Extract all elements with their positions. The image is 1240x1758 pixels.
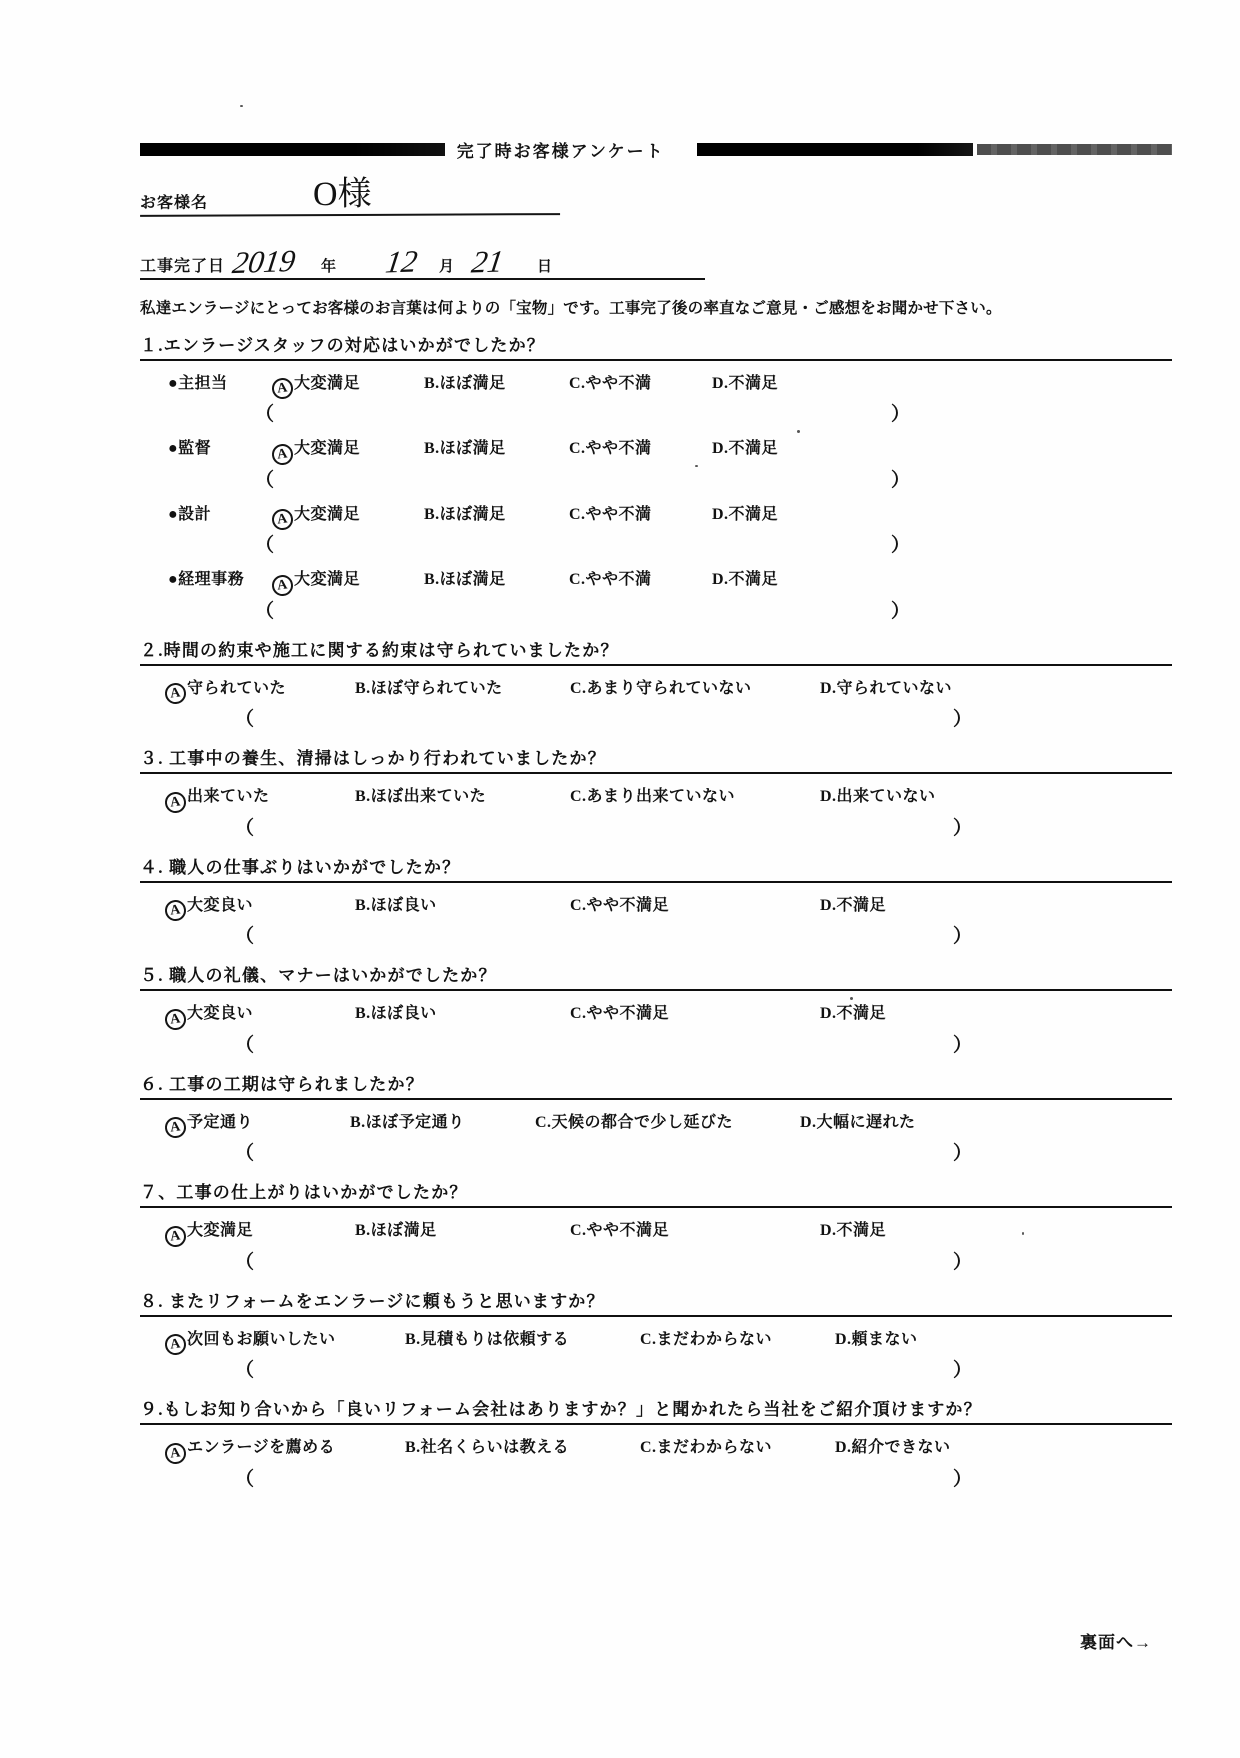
option-b: B.社名くらいは教える <box>405 1439 570 1457</box>
question-7 <box>140 1178 1172 1274</box>
date-day-unit: 日 <box>537 258 553 275</box>
option-a-text: 大変満足 <box>294 374 361 392</box>
question-3 <box>140 744 1172 840</box>
paren-close: ） <box>952 1034 972 1056</box>
option-c: C.やや不満足 <box>570 896 670 914</box>
form-title: 完了時お客様アンケート <box>456 141 665 161</box>
row-label: ●主担当 <box>168 374 228 392</box>
option-a-selected <box>272 435 424 465</box>
paren-open: （ <box>235 1468 255 1490</box>
paren-close: ） <box>952 817 972 839</box>
circled-answer-mark: A <box>164 791 187 814</box>
date-month-handwritten: 12 <box>383 243 420 280</box>
paren-open: （ <box>235 709 255 731</box>
question-1-title: １.エンラージスタッフの対応はいかがでしたか？ <box>140 331 1172 361</box>
comment-blank <box>140 530 1172 557</box>
option-c: C.やや不満 <box>569 440 652 458</box>
comment-blank <box>140 704 1172 731</box>
scan-speck <box>695 465 698 467</box>
redaction-bar-left <box>140 143 445 156</box>
paren-open: （ <box>235 1360 255 1382</box>
option-a-selected <box>165 1217 355 1247</box>
question-1-row-accounting <box>168 566 1172 596</box>
option-d: D.頼まない <box>835 1330 918 1348</box>
question-7-options <box>165 1217 1172 1247</box>
question-9-options <box>165 1434 1172 1464</box>
question-7-title: ７、工事の仕上がりはいかがでしたか？ <box>140 1178 1172 1208</box>
date-day-handwritten: 21 <box>469 243 506 280</box>
customer-name-handwritten: O様 <box>312 175 372 214</box>
circled-answer-mark: A <box>164 1333 187 1356</box>
option-c: C.やや不満 <box>569 374 652 392</box>
paren-close: ） <box>952 926 972 948</box>
question-8-options <box>165 1326 1172 1356</box>
comment-blank <box>140 1355 1172 1382</box>
option-a-selected <box>272 501 424 531</box>
circled-answer-mark: A <box>164 682 187 705</box>
comment-blank <box>140 1138 1172 1165</box>
option-b: B.ほぼ出来ていた <box>355 788 487 806</box>
question-5-options <box>165 1000 1172 1030</box>
option-a-text: 大変満足 <box>294 440 361 458</box>
question-1 <box>140 331 1172 623</box>
question-5-title: ５. 職人の礼儀、マナーはいかがでしたか？ <box>140 961 1172 991</box>
option-d: D.守られていない <box>820 679 953 697</box>
paren-close: ） <box>952 1468 972 1490</box>
row-label: ●設計 <box>168 505 212 523</box>
scan-speck <box>797 430 800 433</box>
question-6 <box>140 1070 1172 1166</box>
option-a-text: 出来ていた <box>187 788 270 806</box>
completion-date-field <box>140 242 705 281</box>
comment-blank <box>140 399 1172 426</box>
paren-open: （ <box>235 1143 255 1165</box>
option-d: D.不満足 <box>712 374 779 392</box>
option-a-text: 大変満足 <box>294 571 361 589</box>
paren-close: ） <box>890 600 910 622</box>
option-d: D.不満足 <box>820 896 887 914</box>
comment-blank <box>140 813 1172 840</box>
option-b: B.見積もりは依頼する <box>405 1330 570 1348</box>
option-b: B.ほぼ満足 <box>424 571 506 589</box>
question-1-row-design <box>168 501 1172 531</box>
question-3-title: ３. 工事中の養生、清掃はしっかり行われていましたか？ <box>140 744 1172 774</box>
option-a-text: 予定通り <box>187 1113 254 1131</box>
completion-date-label: 工事完了日 <box>140 257 226 275</box>
paren-close: ） <box>952 1360 972 1382</box>
paren-open: （ <box>255 600 275 622</box>
option-b: B.ほぼ満足 <box>424 440 506 458</box>
paren-close: ） <box>890 404 910 426</box>
option-d: D.不満足 <box>820 1005 887 1023</box>
intro-text: 私達エンラージにとってお客様のお言葉は何よりの「宝物」です。工事完了後の率直なご意見・ご感想をお聞かせ下さい。 <box>140 299 1002 317</box>
circled-answer-mark: A <box>271 574 294 597</box>
option-a-text: 大変良い <box>187 1005 254 1023</box>
option-c: C.あまり出来ていない <box>570 788 736 806</box>
question-2-title: ２.時間の約束や施工に関する約束は守られていましたか？ <box>140 636 1172 666</box>
question-8-title: ８. またリフォームをエンラージに頼もうと思いますか？ <box>140 1287 1172 1317</box>
paren-open: （ <box>235 926 255 948</box>
option-a-selected <box>272 370 424 400</box>
option-a-text: エンラージを薦める <box>187 1439 336 1457</box>
scan-speck <box>850 997 853 1000</box>
paren-close: ） <box>890 535 910 557</box>
option-a-selected <box>165 675 355 705</box>
option-d: D.紹介できない <box>835 1439 951 1457</box>
option-d: D.不満足 <box>712 571 779 589</box>
option-c: C.あまり守られていない <box>570 679 752 697</box>
option-b: B.ほぼ予定通り <box>350 1113 465 1131</box>
paren-close: ） <box>952 1251 972 1273</box>
option-a-text: 大変良い <box>187 896 254 914</box>
option-a-selected <box>165 1109 350 1139</box>
question-6-title: ６. 工事の工期は守られましたか？ <box>140 1070 1172 1100</box>
customer-name-field <box>140 177 560 217</box>
option-c: C.まだわからない <box>640 1439 773 1457</box>
option-a-selected <box>165 1000 355 1030</box>
option-c: C.やや不満 <box>569 571 652 589</box>
circled-answer-mark: A <box>271 377 294 400</box>
comment-blank <box>140 1030 1172 1057</box>
paren-open: （ <box>235 1034 255 1056</box>
option-c: C.天候の都合で少し延びた <box>535 1113 734 1131</box>
paren-close: ） <box>952 1143 972 1165</box>
question-6-options <box>165 1109 1172 1139</box>
option-d: D.出来ていない <box>820 788 936 806</box>
question-8 <box>140 1287 1172 1383</box>
option-a-text: 大変満足 <box>294 505 361 523</box>
comment-blank <box>140 1247 1172 1274</box>
option-c: C.やや不満足 <box>570 1005 670 1023</box>
option-a-selected <box>165 1434 405 1464</box>
header-band <box>140 138 1172 160</box>
option-b: B.ほぼ守られていた <box>355 679 503 697</box>
option-c: C.やや不満 <box>569 505 652 523</box>
option-b: B.ほぼ良い <box>355 896 437 914</box>
question-9-title: ９.もしお知り合いから「良いリフォーム会社はありますか？」と聞かれたら当社をご紹介頂けますか？ <box>140 1395 1172 1425</box>
scan-speck <box>240 105 243 107</box>
question-4 <box>140 853 1172 949</box>
date-year-handwritten: 2019 <box>230 242 298 281</box>
option-d: D.不満足 <box>712 505 779 523</box>
circled-answer-mark: A <box>164 1225 187 1248</box>
question-3-options <box>165 783 1172 813</box>
customer-name-label: お客様名 <box>139 194 209 212</box>
paren-open: （ <box>255 404 275 426</box>
option-d: D.不満足 <box>712 440 779 458</box>
option-a-text: 次回もお願いしたい <box>187 1330 336 1348</box>
date-month-unit: 月 <box>439 258 455 275</box>
redaction-bar-right-faint <box>977 144 1172 155</box>
option-a-selected <box>165 1326 405 1356</box>
circled-answer-mark: A <box>164 1116 187 1139</box>
scan-speck <box>1022 1232 1024 1235</box>
paren-close: ） <box>952 709 972 731</box>
row-label: ●経理事務 <box>168 571 245 589</box>
option-b: B.ほぼ満足 <box>424 505 506 523</box>
redaction-bar-right <box>697 143 973 156</box>
comment-blank <box>140 921 1172 948</box>
option-a-text: 守られていた <box>187 679 287 697</box>
paren-open: （ <box>255 535 275 557</box>
option-a-selected <box>272 566 424 596</box>
question-2 <box>140 636 1172 732</box>
option-d: D.大幅に遅れた <box>800 1113 916 1131</box>
paren-open: （ <box>255 469 275 491</box>
paren-open: （ <box>235 817 255 839</box>
option-b: B.ほぼ満足 <box>424 374 506 392</box>
circled-answer-mark: A <box>164 899 187 922</box>
question-4-options <box>165 892 1172 922</box>
circled-answer-mark: A <box>271 443 294 466</box>
option-b: B.ほぼ満足 <box>355 1222 437 1240</box>
question-5 <box>140 961 1172 1057</box>
circled-answer-mark: A <box>164 1442 187 1465</box>
row-label: ●監督 <box>168 440 212 458</box>
paren-open: （ <box>235 1251 255 1273</box>
question-1-row-supervisor <box>168 435 1172 465</box>
paren-close: ） <box>890 469 910 491</box>
form-content <box>140 138 1172 1491</box>
question-9 <box>140 1395 1172 1491</box>
question-1-row-main-staff <box>168 370 1172 400</box>
comment-blank <box>140 596 1172 623</box>
option-a-selected <box>165 892 355 922</box>
back-side-note: 裏面へ→ <box>1080 1633 1152 1652</box>
comment-blank <box>140 465 1172 492</box>
option-c: C.まだわからない <box>640 1330 773 1348</box>
comment-blank <box>140 1464 1172 1491</box>
option-a-selected <box>165 783 355 813</box>
question-2-options <box>165 675 1172 705</box>
option-b: B.ほぼ良い <box>355 1005 437 1023</box>
circled-answer-mark: A <box>164 1008 187 1031</box>
option-c: C.やや不満足 <box>570 1222 670 1240</box>
option-d: D.不満足 <box>820 1222 887 1240</box>
question-4-title: ４. 職人の仕事ぶりはいかがでしたか？ <box>140 853 1172 883</box>
circled-answer-mark: A <box>271 508 294 531</box>
date-year-unit: 年 <box>321 258 337 275</box>
option-a-text: 大変満足 <box>187 1222 254 1240</box>
